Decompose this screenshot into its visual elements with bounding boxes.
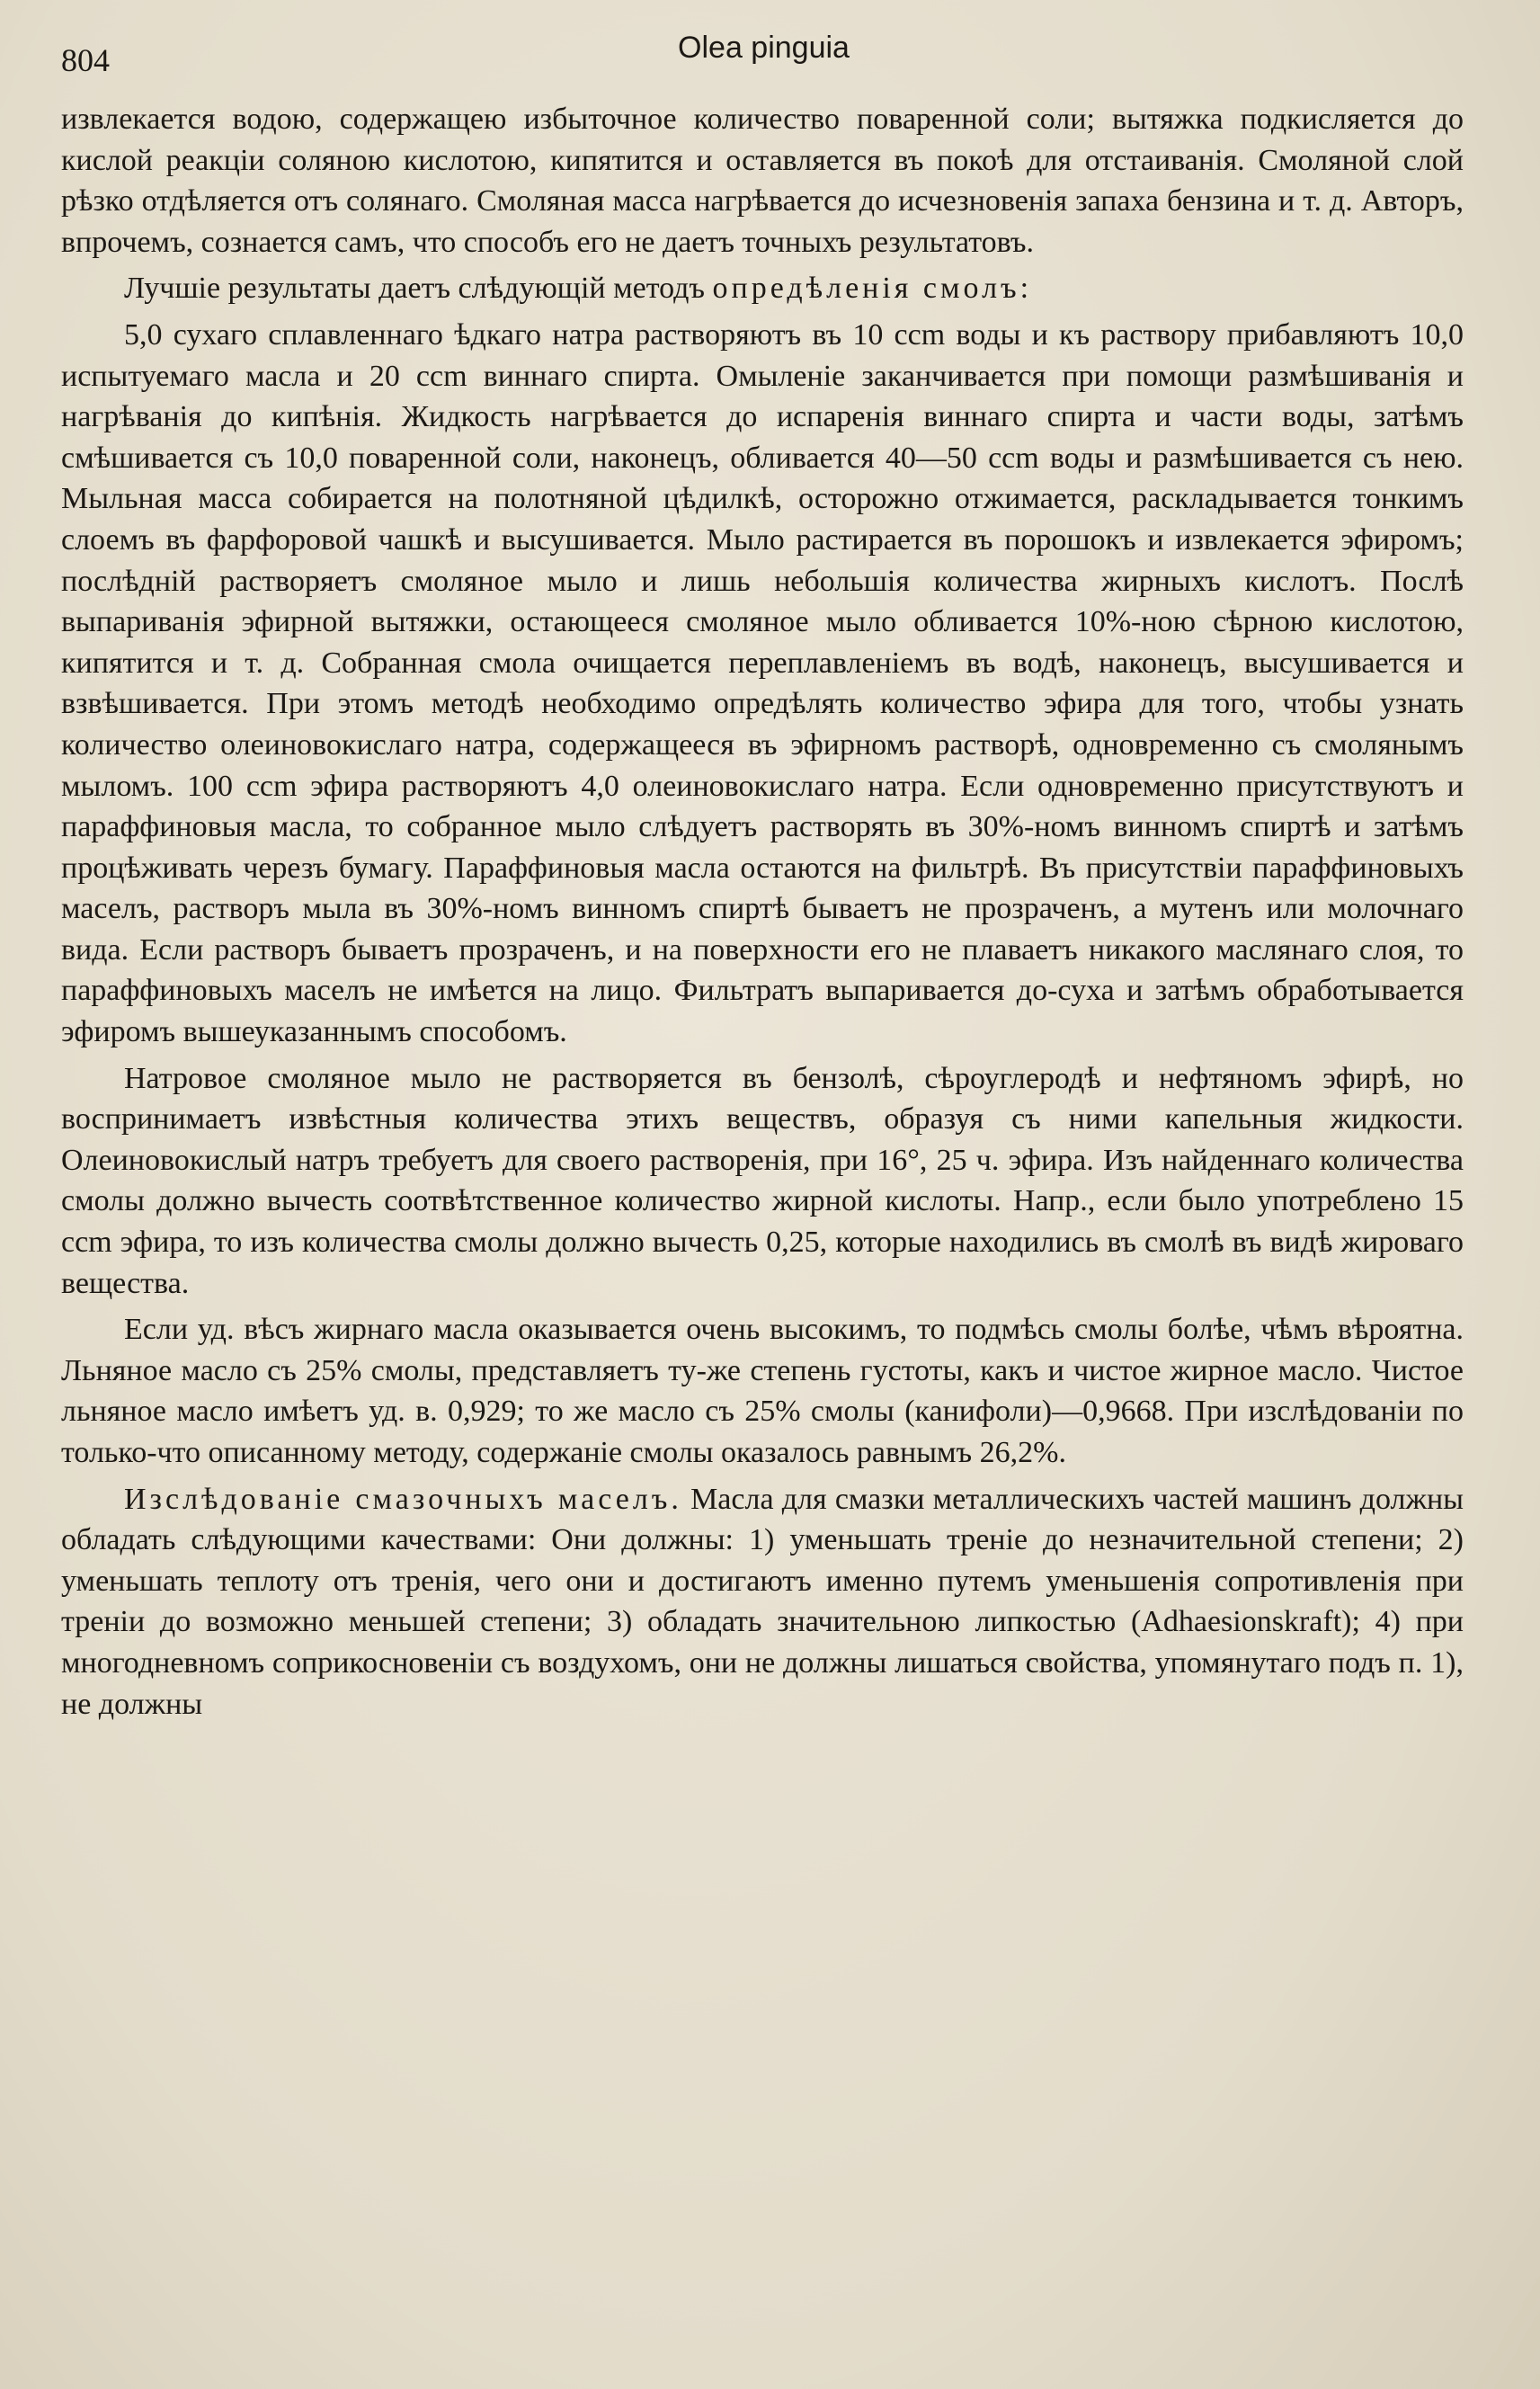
paragraph-3-text: 5,0 сухаго сплавленнаго ѣдкаго натра растворяютъ въ 10 ccm воды и къ раствору прибавляютъ 10,0 испытуемаго масла и 20 ccm виннаго спирта. Омыленіе заканчивается при помощи размѣшиванія и нагрѣванія до кипѣнія. Жидкость нагрѣвается до испаренія виннаго спирта и части воды, затѣмъ смѣшивается съ 10,0 поваренной соли, наконецъ, обливается 40—50 ccm воды и размѣшивается съ нею. Мыльная масса собирается на полотняной цѣдилкѣ, осторожно отжимается, раскладывается тонкимъ слоемъ въ фарфоровой чашкѣ и высушивается. Мыло растирается въ порошокъ и извлекается эфиромъ; послѣдній растворяетъ смоляное мыло и лишь небольшія количества жирныхъ кислотъ. Послѣ выпариванія эфирной вытяжки, остающееся смоляное мыло обливается 10%-ною сѣрною кислотою, кипятится и т. д. Собранная смола очищается переплавленіемъ въ водѣ, наконецъ, высушивается и взвѣшивается. При этомъ методѣ необходимо опредѣлять количество эфира для того, чтобы узнать количество олеиновокислаго натра, содержащееся въ эфирномъ растворѣ, одновременно съ смолянымъ мыломъ. 100 ccm эфира растворяютъ 4,0 олеиновокислаго натра. Если одновременно присутствуютъ и параффиновыя масла, то собранное мыло слѣдуетъ растворять въ 30%-номъ винномъ спиртѣ и затѣмъ процѣживать черезъ бумагу. Параффиновыя масла остаются на фильтрѣ. Въ присутствіи параффиновыхъ маселъ, растворъ мыла въ 30%-номъ винномъ спиртѣ бываетъ не прозраченъ, а мутенъ или молочнаго вида. Если растворъ бываетъ прозраченъ, и на поверхности его не плаваетъ никакого маслянаго слоя, то параффиновыхъ маселъ не имѣется на лицо. Фильтратъ выпаривается до-суха и затѣмъ обработывается эфиромъ вышеуказаннымъ способомъ. — [61, 317, 1464, 1049]
paragraph-1 — [61, 99, 1464, 263]
paragraph-4-text: Натровое смоляное мыло не растворяется въ бензолѣ, сѣроуглеродѣ и нефтяномъ эфирѣ, но воспринимаетъ извѣстныя количества этихъ веществъ, образуя съ ними капельныя жидкости. Олеиновокислый натръ требуетъ для своего растворенія, при 16°, 25 ч. эфира. Изъ найденнаго количества смолы должно вычесть соотвѣтственное количество жирной кислоты. Напр., если было употреблено 15 ccm эфира, то изъ количества смолы должно вычесть 0,25, которые находились въ смолѣ въ видѣ жироваго вещества. — [61, 1061, 1464, 1300]
paragraph-4 — [61, 1058, 1464, 1305]
paragraph-1-text: извлекается водою, содержащею избыточное количество поваренной соли; вытяжка подкисляется до кислой реакціи соляною кислотою, кипятится и оставляется въ покоѣ для отстаиванія. Смоляной слой рѣзко отдѣляется отъ солянаго. Смоляная масса нагрѣвается до исчезновенія запаха бензина и т. д. Авторъ, впрочемъ, сознается самъ, что способъ его не даетъ точныхъ результатовъ. — [61, 103, 1464, 259]
paragraph-6-text: Масла для смазки металлическихъ частей машинъ должны обладать слѣдующими качествами: Они должны: 1) уменьшать треніе до незначительной степени; 2) уменьшать теплоту отъ тренія, чего они и достигаютъ именно путемъ уменьшенія сопротивленія при треніи до возможно меньшей степени; 3) обладать значительною липкостью (Adhaesionskraft); 4) при многодневномъ соприкосновеніи съ воздухомъ, они не должны лишаться свойства, упомянутаго подъ п. 1), не должны — [61, 1482, 1464, 1721]
running-title: Olea pinguia — [678, 31, 850, 65]
paragraph-2-spaced: опредѣленія смолъ: — [712, 272, 1033, 306]
page-header — [61, 20, 1466, 83]
paragraph-2-lead: Лучшіе результаты даетъ слѣдующій методъ — [124, 272, 713, 306]
page-number: 804 — [61, 42, 110, 78]
paragraph-5-text: Если уд. вѣсъ жирнаго масла оказывается очень высокимъ, то подмѣсь смолы болѣе, чѣмъ вѣроятна. Льняное масло съ 25% смолы, представляетъ ту-же степень густоты, какъ и чистое жирное масло. Чистое льняное масло имѣетъ уд. в. 0,929; то же масло съ 25% смолы (канифоли)—0,9668. При изслѣдованіи по только-что описанному методу, содержаніе смолы оказалось равнымъ 26,2%. — [61, 1313, 1464, 1469]
paragraph-6 — [61, 1479, 1464, 1725]
paragraph-2 — [61, 268, 1464, 309]
paragraph-3 — [61, 315, 1464, 1053]
paragraph-5 — [61, 1309, 1464, 1473]
paragraph-6-heading: Изслѣдованіе смазочныхъ маселъ. — [124, 1482, 682, 1516]
body-text — [61, 99, 1464, 1730]
